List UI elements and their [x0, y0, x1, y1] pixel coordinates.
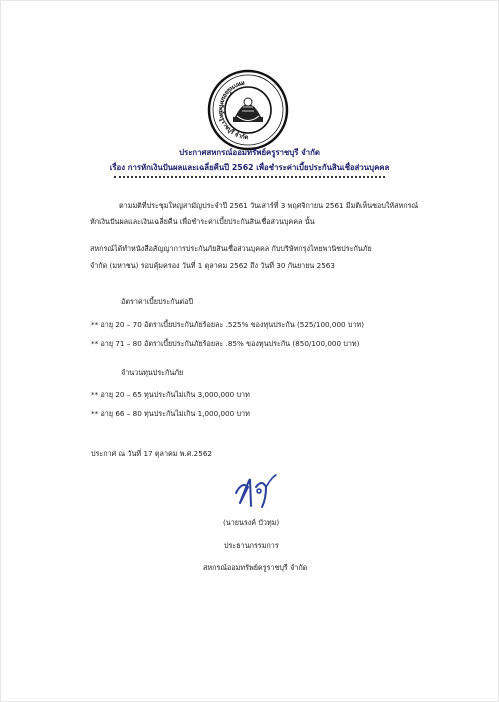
announcement-date: ประกาศ ณ วันที่ 17 ตุลาคม พ.ศ.2562: [91, 449, 212, 458]
paragraph-1-line-1: ตามมติที่ประชุมใหญ่สามัญประจำปี 2561 วันเสาร์ที่ 3 พฤศจิกายน 2561 มีมติเห็นชอบให้สหกรณ์: [119, 201, 419, 210]
signer-position: ประธานกรรมการ: [224, 541, 279, 550]
signer-name: (นายนรงค์ บัวทุม): [223, 518, 280, 527]
rate-item: ** อายุ 20 – 70 อัตราเบี้ยประกันภัยร้อยละ .525% ของทุนประกัน (525/100,000 บาท): [91, 320, 365, 329]
signer-organization: สหกรณ์ออมทรัพย์ครูราชบุรี จำกัด: [203, 563, 308, 572]
announcement-subject: เรื่อง การหักเงินปันผลและเฉลี่ยคืนปี 2562 เพื่อชำระค่าเบี้ยประกันสินเชื่อส่วนบุคคล: [109, 163, 390, 172]
sum-insured-heading: จำนวนทุนประกันภัย: [121, 368, 184, 377]
paragraph-2-line-2: จำกัด (มหาชน) รอบคุ้มครอง วันที่ 1 ตุลาคม 2562 ถึง วันที่ 30 กันยายน 2563: [90, 261, 335, 270]
announcement-heading: ประกาศสหกรณ์ออมทรัพย์ครูราชบุรี จำกัด: [179, 148, 320, 157]
svg-text:สหกรณ์ออมทรัพย์ครูราชบุรี จำกั: สหกรณ์ออมทรัพย์ครูราชบุรี จำกัด: [216, 79, 249, 142]
dotted-divider: [114, 176, 385, 178]
sum-insured-item: ** อายุ 66 – 80 ทุนประกันไม่เกิน 1,000,000 บาท: [91, 409, 250, 418]
rate-item: ** อายุ 71 – 80 อัตราเบี้ยประกันภัยร้อยละ .85% ของทุนประกัน (850/100,000 บาท): [91, 339, 360, 348]
cooperative-seal-logo: [207, 69, 289, 151]
handwritten-signature: [232, 473, 282, 511]
sum-insured-item: ** อายุ 20 – 65 ทุนประกันไม่เกิน 3,000,000 บาท: [91, 390, 250, 399]
paragraph-2-line-1: สหกรณ์ได้ทำหนังสือสัญญาการประกันภัยสินเชื่อส่วนบุคคล กับบริษัทกรุงไทยพานิชประกันภัย: [90, 244, 372, 253]
rate-heading: อัตราค่าเบี้ยประกันต่อปี: [121, 297, 194, 306]
paragraph-1-line-2: หักเงินปันผลและเงินเฉลี่ยคืน เพื่อชำระค่าเบี้ยประกันสินเชื่อส่วนบุคคล นั้น: [90, 217, 315, 226]
